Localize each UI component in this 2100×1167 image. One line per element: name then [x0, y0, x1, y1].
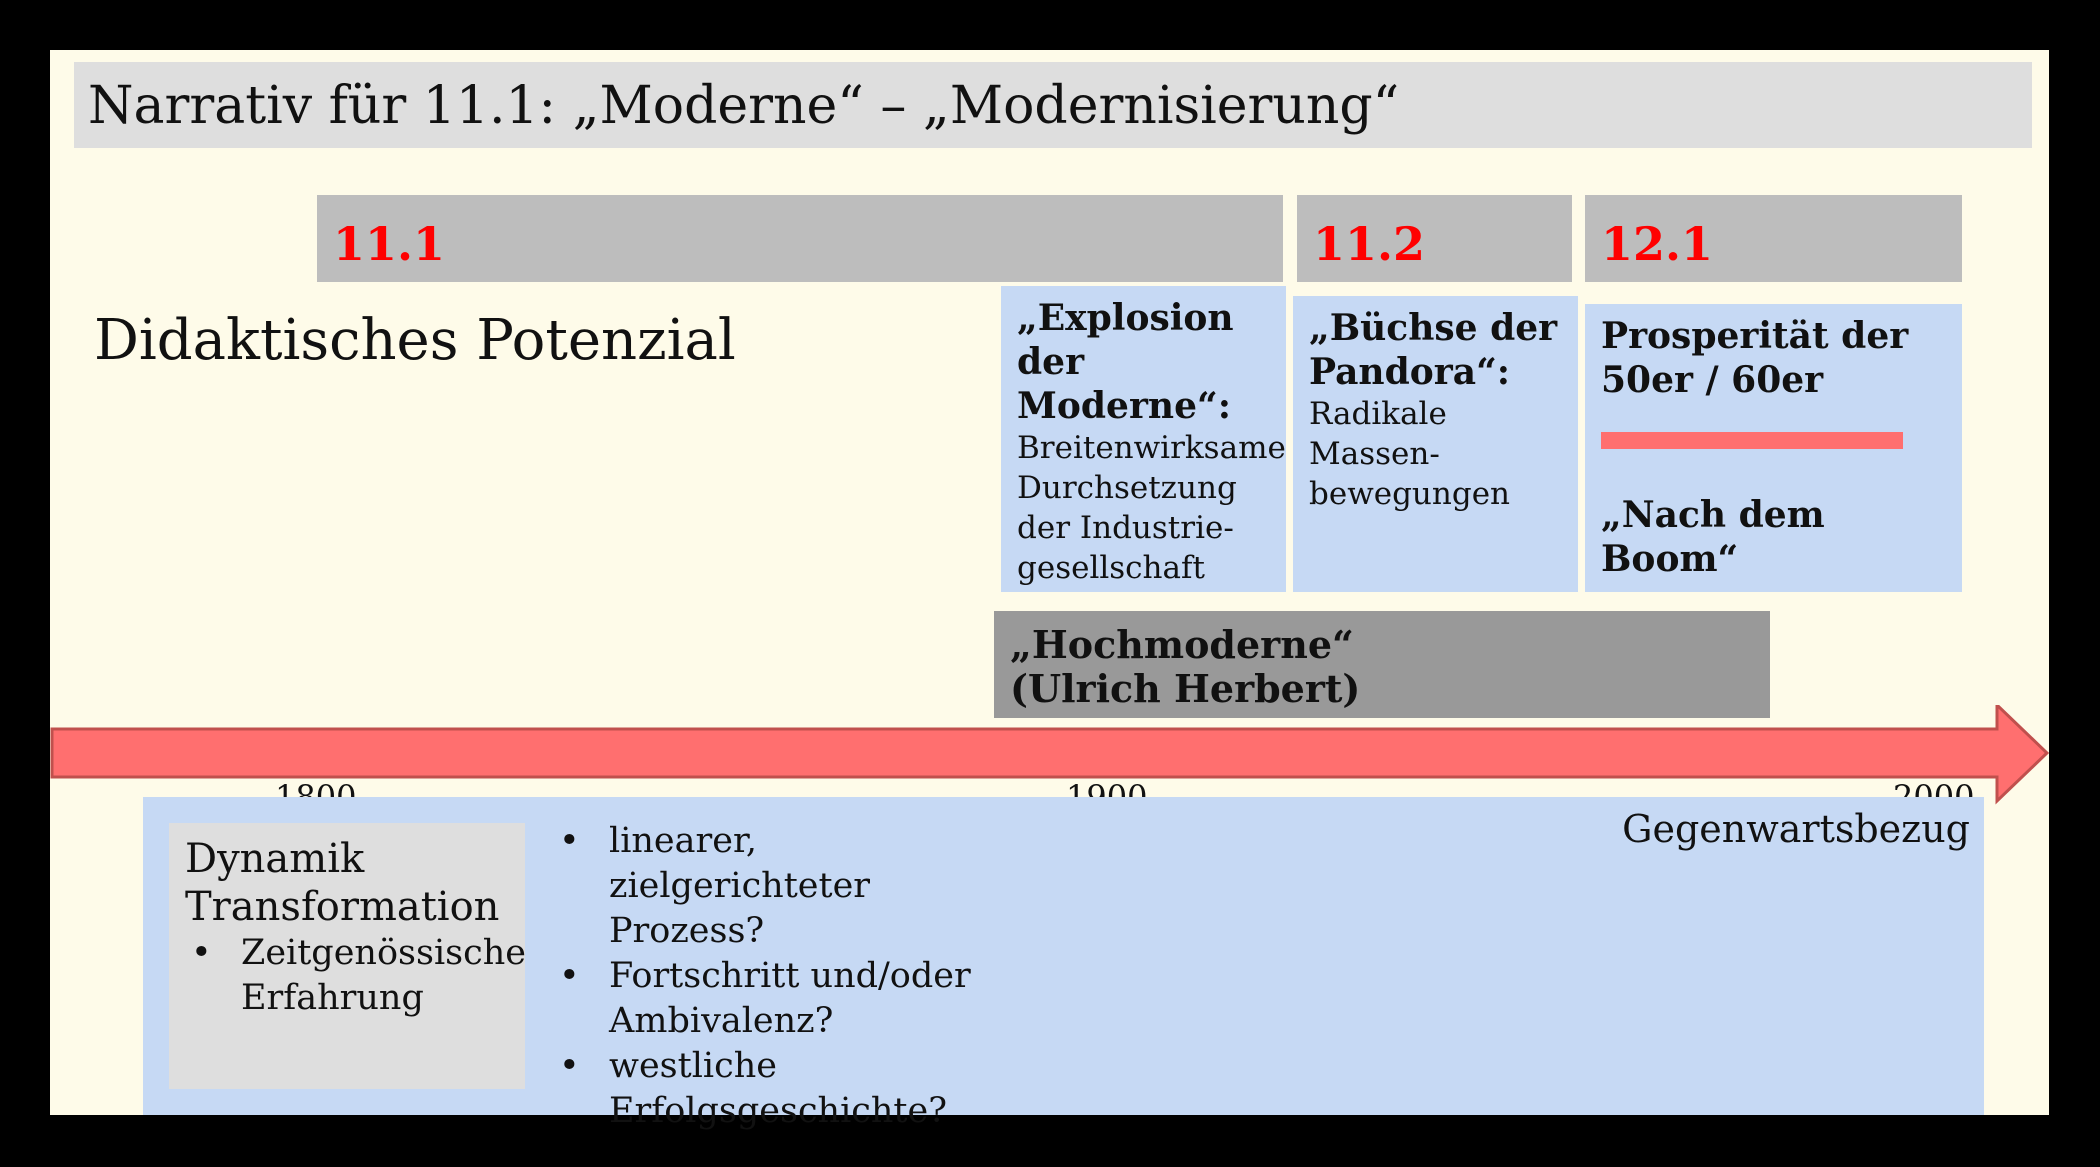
divider-line — [1601, 432, 1903, 449]
question-list — [553, 819, 993, 1134]
explosion-text: Breitenwirksame Durchsetzung der Industrie-gesellschaft — [1017, 430, 1286, 586]
didactic-label: Didaktisches Potenzial — [94, 308, 736, 373]
pandora-box — [1293, 296, 1578, 592]
bullet-item: • Zeitgenössische Erfahrung — [185, 931, 509, 1021]
bullet-item: • Fortschritt und/oder Ambivalenz? — [553, 954, 993, 1044]
prosperity-heading: Prosperität der 50er / 60er — [1601, 315, 1909, 401]
explosion-heading: „Explosion der Moderne“: — [1017, 297, 1234, 427]
dynamics-label: Dynamik — [185, 836, 365, 882]
slide — [50, 50, 2049, 1131]
bullet-item: • westliche Erfolgsgeschichte? — [553, 1044, 993, 1134]
section-12-1: 12.1 — [1585, 195, 1962, 282]
transformation-label: Transformation — [185, 884, 500, 930]
pandora-heading: „Büchse der Pandora“: — [1309, 307, 1558, 393]
prosperity-sub: „Nach dem Boom“ — [1601, 494, 1825, 580]
section-11-2: 11.2 — [1297, 195, 1572, 282]
pandora-text: Radikale Massen-bewegungen — [1309, 396, 1511, 512]
bullet-item: • linearer, zielgerichteter Prozess? — [553, 819, 993, 954]
page-title: Narrativ für 11.1: „Moderne“ – „Modernisierung“ — [74, 62, 2032, 148]
hochmoderne-author: (Ulrich Herbert) — [1010, 666, 1361, 711]
prosperity-box — [1585, 304, 1962, 592]
bottom-panel — [143, 797, 1984, 1131]
dynamics-box — [169, 823, 525, 1089]
hochmoderne-box — [994, 611, 1770, 718]
explosion-box — [1001, 286, 1286, 592]
present-label: Gegenwartsbezug — [1622, 807, 1970, 851]
section-11-1: 11.1 — [317, 195, 1283, 282]
hochmoderne-title: „Hochmoderne“ — [1010, 622, 1354, 667]
